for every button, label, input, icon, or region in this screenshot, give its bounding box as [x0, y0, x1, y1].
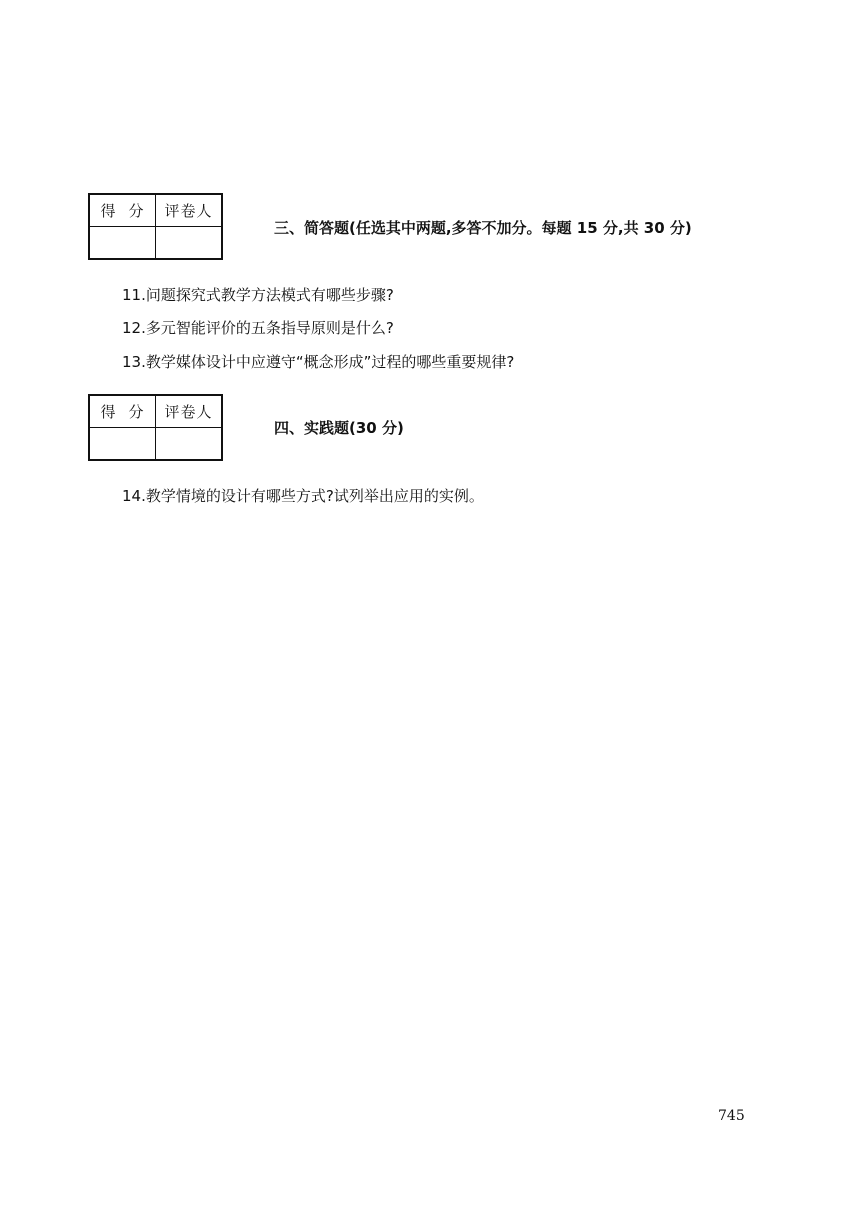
section-4-title: 四、实践题(30 分): [274, 419, 404, 437]
score-cell[interactable]: [89, 227, 156, 260]
score-label-right: 分: [128, 403, 145, 421]
grader-cell[interactable]: [156, 227, 223, 260]
page-number: 745: [718, 1108, 745, 1124]
score-box-section-3: [88, 193, 223, 260]
question-11: 11.问题探究式教学方法模式有哪些步骤?: [122, 286, 394, 304]
grader-header: 评卷人: [156, 194, 223, 227]
question-12: 12.多元智能评价的五条指导原则是什么?: [122, 319, 394, 337]
score-label-left: 得: [100, 202, 117, 220]
question-13: 13.教学媒体设计中应遵守“概念形成”过程的哪些重要规律?: [122, 353, 515, 371]
section-3-title: 三、简答题(任选其中两题,多答不加分。每题 15 分,共 30 分): [274, 219, 692, 237]
grader-cell[interactable]: [156, 428, 223, 461]
score-box-section-4: [88, 394, 223, 461]
score-header: [89, 194, 156, 227]
score-cell[interactable]: [89, 428, 156, 461]
grader-header: 评卷人: [156, 395, 223, 428]
question-14: 14.教学情境的设计有哪些方式?试列举出应用的实例。: [122, 487, 484, 505]
score-header: [89, 395, 156, 428]
score-label-left: 得: [100, 403, 117, 421]
score-label-right: 分: [128, 202, 145, 220]
